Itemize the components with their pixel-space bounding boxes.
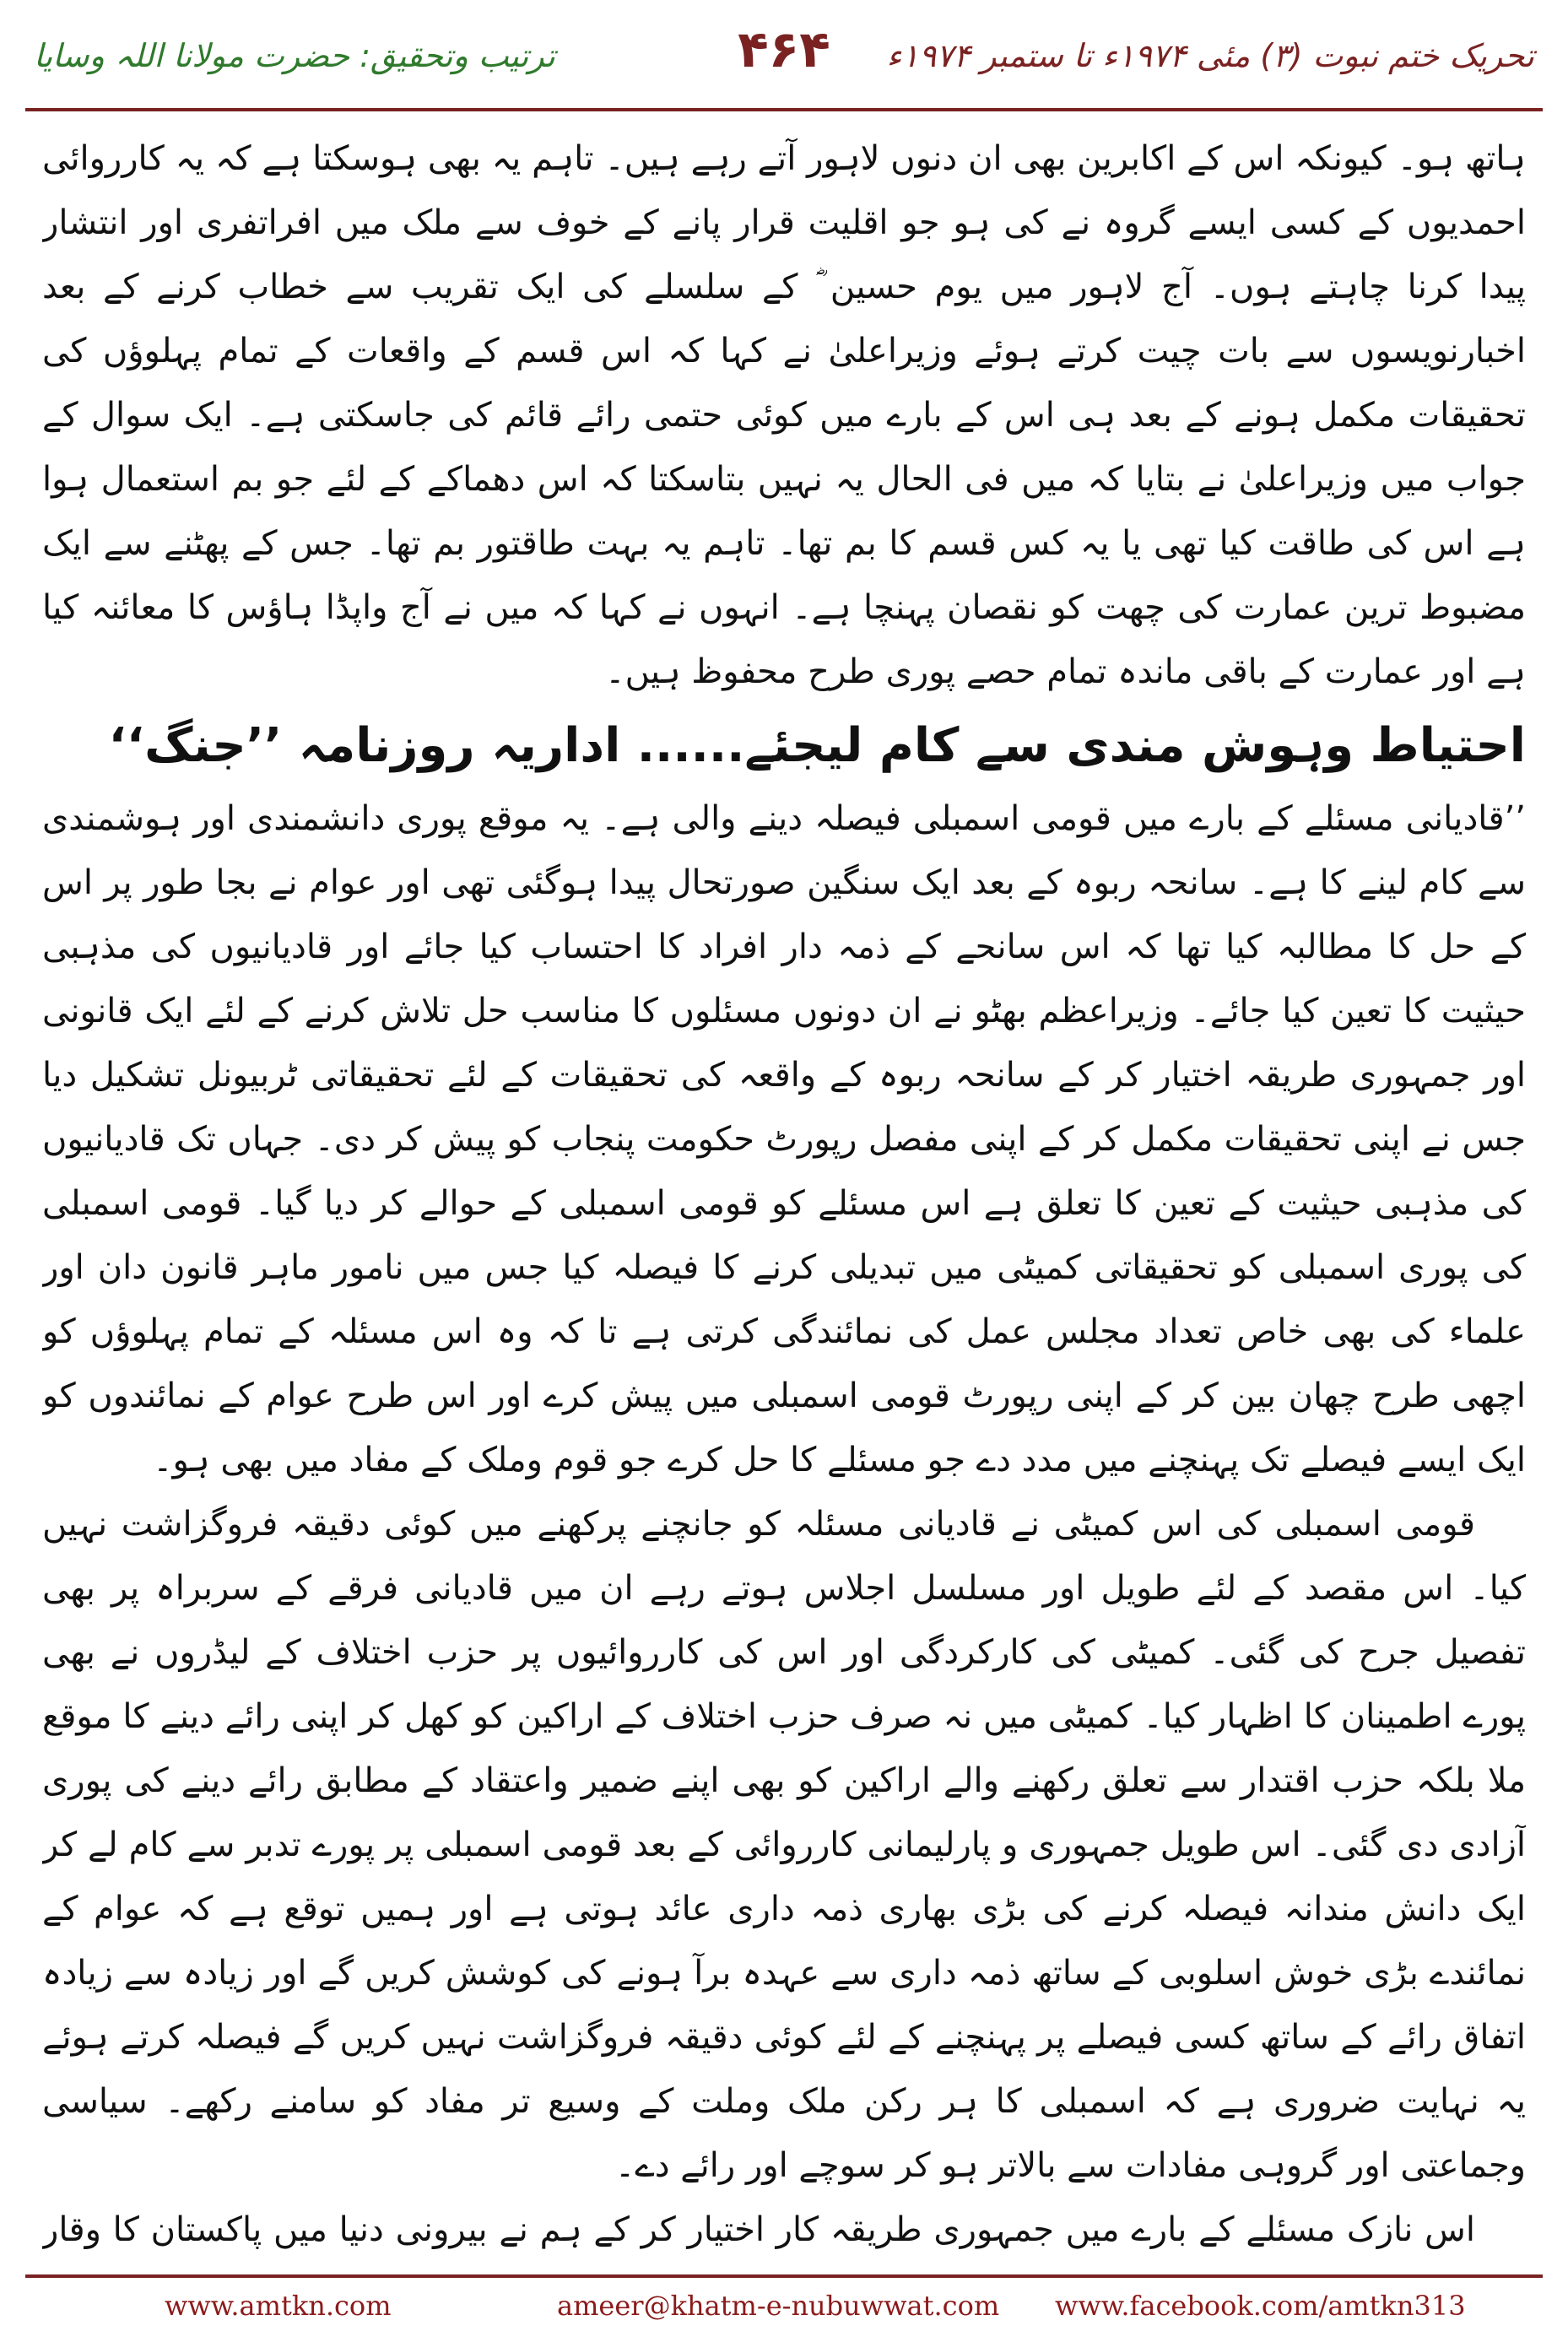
facebook-link[interactable]: www.facebook.com/amtkn313 <box>1055 2290 1466 2322</box>
paragraph-3: قومی اسمبلی کی اس کمیٹی نے قادیانی مسئلہ کو جانچنے پرکھنے میں کوئی دقیقہ فروگزاشت نہیں کیا۔ اس مقصد کے لئے طویل اور مسلسل اجلاس ہوتے رہے ان میں قادیانی فرقے کے سربراہ پر بھی تفصیل جرح کی گئی۔ کمیٹی کی کارکردگی اور اس کی کارروائیوں پر حزب اختلاف کے لیڈروں نے بھی پورے اطمینان کا اظہار کیا۔ کمیٹی میں نہ صرف حزب اختلاف کے اراکین کو کھل کر اپنی رائے دینے کا موقع ملا بلکہ حزب اقتدار سے تعلق رکھنے والے اراکین کو بھی اپنے ضمیر واعتقاد کے مطابق رائے دینے کی پوری آزادی دی گئی۔ اس طویل جمہوری و پارلیمانی کارروائی کے بعد قومی اسمبلی پر پورے تدبر سے کام لے کر ایک دانش مندانہ فیصلہ کرنے کی بڑی بھاری ذمہ داری عائد ہوتی ہے اور ہمیں توقع ہے کہ عوام کے نمائندے بڑی خوش اسلوبی کے ساتھ ذمہ داری سے عہدہ برآ ہونے کی کوشش کریں گے اور زیادہ سے زیادہ اتفاق رائے کے ساتھ کسی فیصلے پر پہنچنے کے لئے کوئی دقیقہ فروگزاشت نہیں کریں گے فیصلہ کرتے ہوئے یہ نہایت ضروری ہے کہ اسمبلی کا ہر رکن ملک وملت کے وسیع تر مفاد کو سامنے رکھے۔ سیاسی وجماعتی اور گروہی مفادات سے بالاتر ہو کر سوچے اور رائے دے۔ <box>42 1505 1526 2185</box>
page-footer <box>0 2283 1568 2334</box>
page-header <box>0 0 1568 118</box>
book-title: تحریک ختم نبوت (۳) مئی ۱۹۷۴ء تا ستمبر ۱۹۷۴ء <box>886 37 1534 74</box>
page-body <box>42 127 1526 2249</box>
email-link[interactable]: ameer@khatm-e-nubuwwat.com <box>557 2290 1000 2322</box>
website-link[interactable]: www.amtkn.com <box>165 2290 392 2322</box>
page-number: ۴۶۴ <box>738 20 830 79</box>
paragraph-2: ’’قادیانی مسئلے کے بارے میں قومی اسمبلی فیصلہ دینے والی ہے۔ یہ موقع پوری دانشمندی اور ہوشمندی سے کام لینے کا ہے۔ سانحہ ربوہ کے بعد ایک سنگین صورتحال پیدا ہوگئی تھی اور عوام نے بجا طور پر اس کے حل کا مطالبہ کیا تھا کہ اس سانحے کے ذمہ دار افراد کا احتساب کیا جائے اور قادیانیوں کی مذہبی حیثیت کا تعین کیا جائے۔ وزیراعظم بھٹو نے ان دونوں مسئلوں کا مناسب حل تلاش کرنے کے لئے ایک قانونی اور جمہوری طریقہ اختیار کر کے سانحہ ربوہ کے واقعہ کی تحقیقات کے لئے تحقیقاتی ٹربیونل تشکیل دیا جس نے اپنی تحقیقات مکمل کر کے اپنی مفصل رپورٹ حکومت پنجاب کو پیش کر دی۔ جہاں تک قادیانیوں کی مذہبی حیثیت کے تعین کا تعلق ہے اس مسئلے کو قومی اسمبلی کے حوالے کر دیا گیا۔ قومی اسمبلی کی پوری اسمبلی کو تحقیقاتی کمیٹی میں تبدیلی کرنے کا فیصلہ کیا جس میں نامور ماہر قانون دان اور علماء کی بھی خاص تعداد مجلس عمل کی نمائندگی کرتی ہے تا کہ وہ اس مسئلہ کے تمام پہلوؤں کو اچھی طرح چھان بین کر کے اپنی رپورٹ قومی اسمبلی میں پیش کرے اور اس طرح عوام کے نمائندوں کو ایک ایسے فیصلے تک پہنچنے میں مدد دے جو مسئلے کا حل کرے جو قوم وملک کے مفاد میں بھی ہو۔ <box>42 799 1526 1479</box>
section-heading: احتیاط وہوش مندی سے کام لیجئے...... اداریہ روزنامہ ’’جنگ‘‘ <box>108 718 1526 773</box>
footer-divider <box>25 2274 1543 2278</box>
paragraph-4: اس نازک مسئلے کے بارے میں جمہوری طریقہ کار اختیار کر کے ہم نے بیرونی دنیا میں پاکستان کا وقار <box>42 2210 1475 2249</box>
compiler-credit: ترتیب وتحقیق: حضرت مولانا اللہ وسایا <box>34 37 555 74</box>
paragraph-1: ہاتھ ہو۔ کیونکہ اس کے اکابرین بھی ان دنوں لاہور آتے رہے ہیں۔ تاہم یہ بھی ہوسکتا ہے کہ یہ کارروائی احمدیوں کے کسی ایسے گروہ نے کی ہو جو اقلیت قرار پانے کے خوف سے ملک میں افراتفری اور انتشار پیدا کرنا چاہتے ہوں۔ آج لاہور میں یوم حسین ؓ کے سلسلے کی ایک تقریب سے خطاب کرنے کے بعد اخبارنویسوں سے بات چیت کرتے ہوئے وزیراعلیٰ نے کہا کہ اس قسم کے واقعات کے تمام پہلوؤں کی تحقیقات مکمل ہونے کے بعد ہی اس کے بارے میں کوئی حتمی رائے قائم کی جاسکتی ہے۔ ایک سوال کے جواب میں وزیراعلیٰ نے بتایا کہ میں فی الحال یہ نہیں بتاسکتا کہ اس دھماکے کے لئے جو بم استعمال ہوا ہے اس کی طاقت کیا تھی یا یہ کس قسم کا بم تھا۔ تاہم یہ بہت طاقتور بم تھا۔ جس کے پھٹنے سے ایک مضبوط ترین عمارت کی چھت کو نقصان پہنچا ہے۔ انہوں نے کہا کہ میں نے آج واپڈا ہاؤس کا معائنہ کیا ہے اور عمارت کے باقی ماندہ تمام حصے پوری طرح محفوظ ہیں۔ <box>42 139 1526 691</box>
header-divider <box>25 108 1543 111</box>
